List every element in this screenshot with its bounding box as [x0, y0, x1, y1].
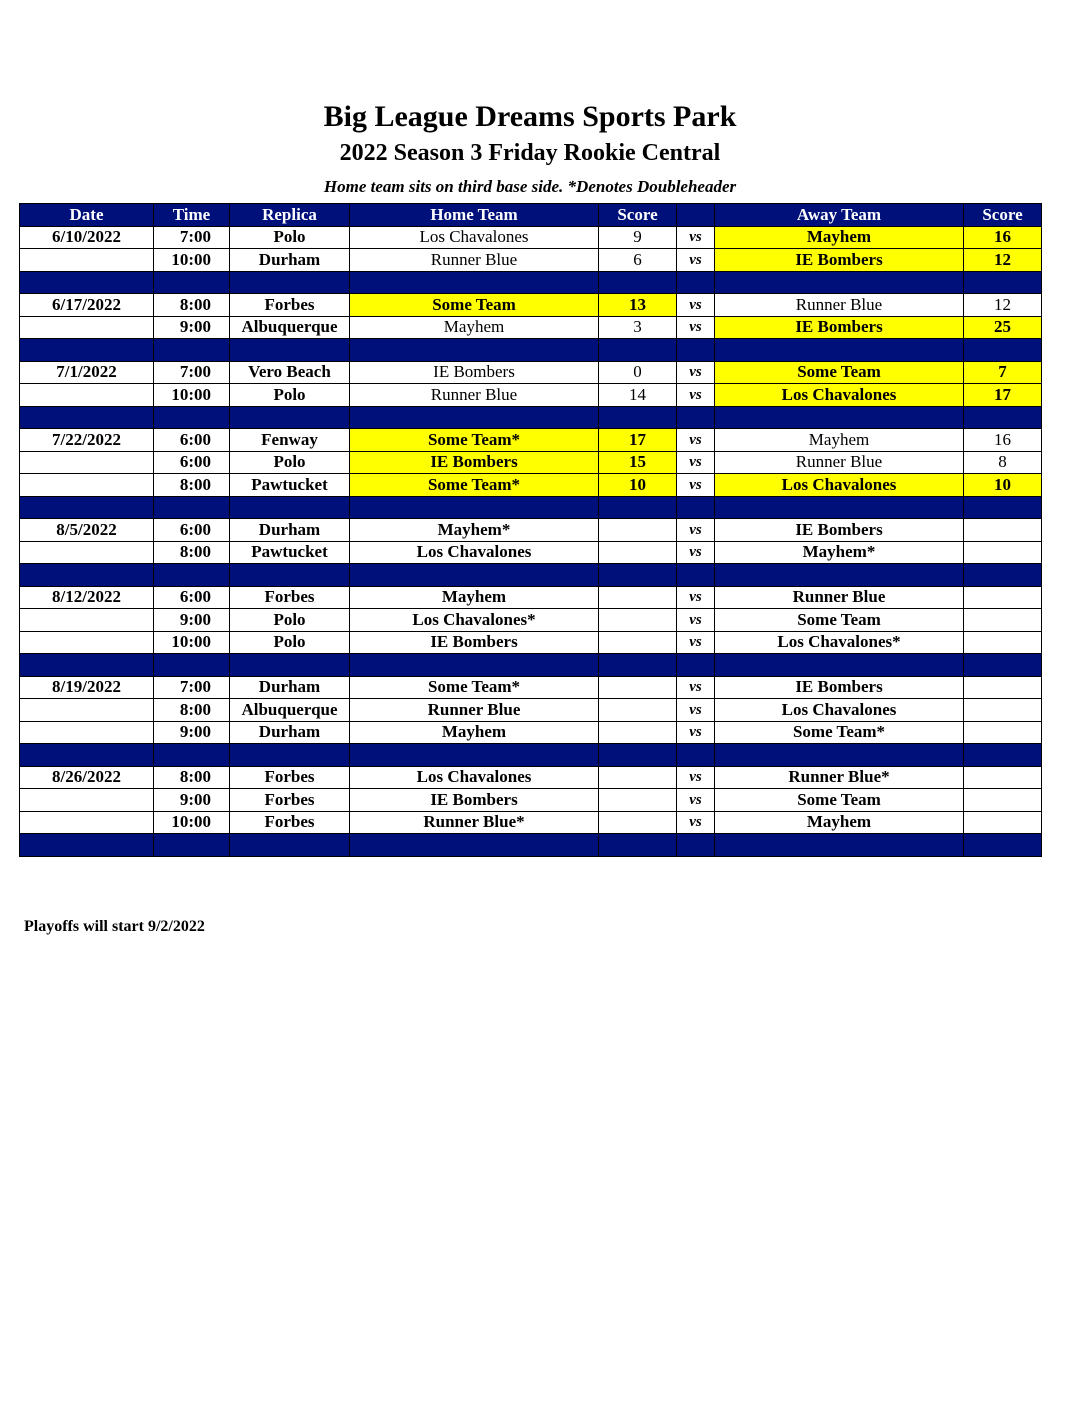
away-team-cell: Some Team: [715, 789, 964, 812]
home-score-cell: [599, 676, 677, 699]
time-cell: 9:00: [154, 316, 230, 339]
replica-cell: Forbes: [230, 811, 350, 834]
separator-cell: [599, 406, 677, 429]
table-row: [20, 249, 1042, 272]
separator-cell: [350, 654, 599, 677]
home-team-cell: Runner Blue*: [350, 811, 599, 834]
separator-cell: [20, 339, 154, 362]
separator-cell: [154, 271, 230, 294]
table-row: [20, 586, 1042, 609]
separator-row: [20, 271, 1042, 294]
time-cell: 8:00: [154, 474, 230, 497]
date-cell: [20, 541, 154, 564]
separator-cell: [599, 496, 677, 519]
time-cell: 9:00: [154, 609, 230, 632]
home-team-cell: Some Team*: [350, 676, 599, 699]
vs-cell: vs: [677, 766, 715, 789]
away-team-cell: IE Bombers: [715, 316, 964, 339]
table-row: [20, 699, 1042, 722]
away-score-cell: [964, 811, 1042, 834]
separator-cell: [677, 271, 715, 294]
away-score-cell: [964, 586, 1042, 609]
vs-cell: vs: [677, 609, 715, 632]
separator-cell: [677, 744, 715, 767]
date-cell: 7/22/2022: [20, 429, 154, 452]
footer-note: Playoffs will start 9/2/2022: [24, 918, 205, 935]
separator-cell: [599, 564, 677, 587]
separator-cell: [154, 744, 230, 767]
replica-cell: Forbes: [230, 766, 350, 789]
separator-cell: [715, 406, 964, 429]
replica-cell: Pawtucket: [230, 474, 350, 497]
col-header-time: Time: [154, 204, 230, 227]
date-cell: [20, 384, 154, 407]
time-cell: 7:00: [154, 361, 230, 384]
separator-cell: [677, 564, 715, 587]
date-cell: [20, 451, 154, 474]
away-score-cell: 25: [964, 316, 1042, 339]
away-team-cell: Some Team: [715, 609, 964, 632]
home-score-cell: 13: [599, 294, 677, 317]
separator-cell: [677, 654, 715, 677]
separator-cell: [20, 496, 154, 519]
table-row: [20, 721, 1042, 744]
page-note: Home team sits on third base side. *Denotes Doubleheader: [323, 177, 737, 196]
col-header-date: Date: [20, 204, 154, 227]
home-team-cell: Los Chavalones: [350, 541, 599, 564]
replica-cell: Polo: [230, 451, 350, 474]
replica-cell: Polo: [230, 631, 350, 654]
away-team-cell: IE Bombers: [715, 249, 964, 272]
replica-cell: Durham: [230, 519, 350, 542]
vs-cell: vs: [677, 811, 715, 834]
vs-cell: vs: [677, 249, 715, 272]
home-score-cell: [599, 789, 677, 812]
replica-cell: Fenway: [230, 429, 350, 452]
separator-cell: [230, 564, 350, 587]
time-cell: 7:00: [154, 676, 230, 699]
separator-cell: [230, 834, 350, 857]
separator-cell: [599, 744, 677, 767]
separator-cell: [20, 271, 154, 294]
vs-cell: vs: [677, 541, 715, 564]
vs-cell: vs: [677, 519, 715, 542]
separator-row: [20, 654, 1042, 677]
separator-cell: [677, 406, 715, 429]
replica-cell: Polo: [230, 609, 350, 632]
vs-cell: vs: [677, 586, 715, 609]
time-cell: 6:00: [154, 586, 230, 609]
separator-cell: [715, 496, 964, 519]
separator-cell: [715, 564, 964, 587]
page-subtitle: 2022 Season 3 Friday Rookie Central: [339, 140, 721, 166]
time-cell: 10:00: [154, 631, 230, 654]
table-row: [20, 766, 1042, 789]
away-score-cell: [964, 519, 1042, 542]
separator-row: [20, 339, 1042, 362]
away-score-cell: 8: [964, 451, 1042, 474]
away-score-cell: [964, 609, 1042, 632]
separator-row: [20, 744, 1042, 767]
separator-cell: [20, 406, 154, 429]
vs-cell: vs: [677, 294, 715, 317]
home-team-cell: Some Team*: [350, 474, 599, 497]
separator-cell: [964, 406, 1042, 429]
replica-cell: Polo: [230, 384, 350, 407]
separator-cell: [230, 339, 350, 362]
time-cell: 6:00: [154, 451, 230, 474]
time-cell: 8:00: [154, 699, 230, 722]
separator-row: [20, 406, 1042, 429]
separator-cell: [154, 564, 230, 587]
replica-cell: Albuquerque: [230, 699, 350, 722]
home-score-cell: 14: [599, 384, 677, 407]
vs-cell: vs: [677, 226, 715, 249]
time-cell: 10:00: [154, 249, 230, 272]
separator-cell: [599, 271, 677, 294]
table-row: [20, 294, 1042, 317]
vs-cell: vs: [677, 316, 715, 339]
date-cell: 6/10/2022: [20, 226, 154, 249]
separator-row: [20, 496, 1042, 519]
home-score-cell: [599, 811, 677, 834]
home-score-cell: [599, 699, 677, 722]
away-team-cell: Runner Blue: [715, 451, 964, 474]
separator-cell: [715, 744, 964, 767]
replica-cell: Albuquerque: [230, 316, 350, 339]
vs-cell: vs: [677, 676, 715, 699]
table-row: [20, 519, 1042, 542]
separator-cell: [20, 564, 154, 587]
separator-cell: [20, 654, 154, 677]
home-team-cell: Runner Blue: [350, 249, 599, 272]
date-cell: [20, 609, 154, 632]
table-row: [20, 451, 1042, 474]
separator-cell: [715, 834, 964, 857]
separator-cell: [154, 406, 230, 429]
home-score-cell: [599, 586, 677, 609]
col-header-home-score: Score: [599, 204, 677, 227]
table-row: [20, 811, 1042, 834]
home-score-cell: 10: [599, 474, 677, 497]
home-score-cell: [599, 541, 677, 564]
away-team-cell: Mayhem: [715, 811, 964, 834]
separator-cell: [350, 406, 599, 429]
away-team-cell: IE Bombers: [715, 519, 964, 542]
table-row: [20, 226, 1042, 249]
page-title: Big League Dreams Sports Park: [323, 100, 737, 133]
separator-cell: [964, 271, 1042, 294]
vs-cell: vs: [677, 631, 715, 654]
away-team-cell: IE Bombers: [715, 676, 964, 699]
home-score-cell: 17: [599, 429, 677, 452]
home-team-cell: Runner Blue: [350, 384, 599, 407]
time-cell: 8:00: [154, 766, 230, 789]
table-row: [20, 361, 1042, 384]
away-team-cell: Some Team: [715, 361, 964, 384]
away-score-cell: 10: [964, 474, 1042, 497]
time-cell: 7:00: [154, 226, 230, 249]
separator-cell: [350, 496, 599, 519]
home-team-cell: IE Bombers: [350, 361, 599, 384]
separator-cell: [350, 834, 599, 857]
time-cell: 6:00: [154, 519, 230, 542]
date-cell: 6/17/2022: [20, 294, 154, 317]
date-cell: [20, 789, 154, 812]
home-score-cell: 9: [599, 226, 677, 249]
date-cell: 8/12/2022: [20, 586, 154, 609]
separator-cell: [230, 271, 350, 294]
home-team-cell: Mayhem: [350, 586, 599, 609]
home-score-cell: 6: [599, 249, 677, 272]
separator-cell: [230, 744, 350, 767]
separator-cell: [154, 654, 230, 677]
away-team-cell: Los Chavalones: [715, 474, 964, 497]
home-score-cell: [599, 721, 677, 744]
replica-cell: Polo: [230, 226, 350, 249]
separator-cell: [964, 654, 1042, 677]
separator-cell: [350, 744, 599, 767]
away-score-cell: [964, 721, 1042, 744]
date-cell: 8/19/2022: [20, 676, 154, 699]
replica-cell: Durham: [230, 721, 350, 744]
date-cell: [20, 631, 154, 654]
separator-cell: [154, 834, 230, 857]
separator-cell: [20, 834, 154, 857]
col-header-home-team: Home Team: [350, 204, 599, 227]
away-score-cell: [964, 766, 1042, 789]
home-team-cell: Some Team: [350, 294, 599, 317]
home-team-cell: Runner Blue: [350, 699, 599, 722]
separator-cell: [230, 406, 350, 429]
replica-cell: Vero Beach: [230, 361, 350, 384]
home-score-cell: [599, 609, 677, 632]
date-cell: 8/26/2022: [20, 766, 154, 789]
vs-cell: vs: [677, 361, 715, 384]
separator-cell: [677, 339, 715, 362]
away-score-cell: [964, 631, 1042, 654]
home-score-cell: 15: [599, 451, 677, 474]
time-cell: 9:00: [154, 789, 230, 812]
time-cell: 9:00: [154, 721, 230, 744]
date-cell: [20, 699, 154, 722]
away-score-cell: 16: [964, 429, 1042, 452]
away-score-cell: [964, 541, 1042, 564]
away-team-cell: Los Chavalones*: [715, 631, 964, 654]
separator-cell: [230, 496, 350, 519]
separator-cell: [230, 654, 350, 677]
away-team-cell: Mayhem: [715, 226, 964, 249]
away-score-cell: [964, 676, 1042, 699]
away-team-cell: Runner Blue*: [715, 766, 964, 789]
table-row: [20, 316, 1042, 339]
schedule-table: [19, 203, 1042, 857]
vs-cell: vs: [677, 451, 715, 474]
away-team-cell: Mayhem: [715, 429, 964, 452]
time-cell: 6:00: [154, 429, 230, 452]
home-team-cell: Mayhem: [350, 721, 599, 744]
separator-cell: [154, 496, 230, 519]
date-cell: [20, 811, 154, 834]
time-cell: 10:00: [154, 384, 230, 407]
separator-cell: [964, 834, 1042, 857]
home-team-cell: IE Bombers: [350, 451, 599, 474]
home-score-cell: 0: [599, 361, 677, 384]
separator-cell: [964, 564, 1042, 587]
table-row: [20, 474, 1042, 497]
vs-cell: vs: [677, 721, 715, 744]
separator-cell: [599, 339, 677, 362]
date-cell: 7/1/2022: [20, 361, 154, 384]
table-row: [20, 676, 1042, 699]
replica-cell: Durham: [230, 249, 350, 272]
home-team-cell: IE Bombers: [350, 631, 599, 654]
separator-row: [20, 564, 1042, 587]
date-cell: [20, 316, 154, 339]
home-team-cell: Mayhem: [350, 316, 599, 339]
separator-cell: [964, 744, 1042, 767]
away-team-cell: Some Team*: [715, 721, 964, 744]
away-score-cell: [964, 699, 1042, 722]
col-header-vs: [677, 204, 715, 227]
separator-cell: [677, 834, 715, 857]
separator-cell: [20, 744, 154, 767]
separator-cell: [715, 339, 964, 362]
col-header-away-team: Away Team: [715, 204, 964, 227]
separator-cell: [964, 339, 1042, 362]
away-team-cell: Mayhem*: [715, 541, 964, 564]
table-row: [20, 429, 1042, 452]
date-cell: 8/5/2022: [20, 519, 154, 542]
replica-cell: Forbes: [230, 294, 350, 317]
separator-row: [20, 834, 1042, 857]
vs-cell: vs: [677, 384, 715, 407]
date-cell: [20, 474, 154, 497]
separator-cell: [599, 654, 677, 677]
home-team-cell: Los Chavalones: [350, 766, 599, 789]
date-cell: [20, 249, 154, 272]
away-score-cell: 7: [964, 361, 1042, 384]
table-row: [20, 631, 1042, 654]
table-row: [20, 384, 1042, 407]
home-score-cell: [599, 631, 677, 654]
vs-cell: vs: [677, 789, 715, 812]
home-team-cell: Mayhem*: [350, 519, 599, 542]
separator-cell: [154, 339, 230, 362]
header-row: [20, 204, 1042, 227]
away-score-cell: 16: [964, 226, 1042, 249]
away-team-cell: Runner Blue: [715, 294, 964, 317]
time-cell: 8:00: [154, 294, 230, 317]
col-header-away-score: Score: [964, 204, 1042, 227]
vs-cell: vs: [677, 429, 715, 452]
away-score-cell: 12: [964, 294, 1042, 317]
separator-cell: [715, 271, 964, 294]
vs-cell: vs: [677, 699, 715, 722]
home-score-cell: [599, 519, 677, 542]
away-score-cell: 12: [964, 249, 1042, 272]
time-cell: 10:00: [154, 811, 230, 834]
table-row: [20, 609, 1042, 632]
table-row: [20, 541, 1042, 564]
away-team-cell: Runner Blue: [715, 586, 964, 609]
replica-cell: Pawtucket: [230, 541, 350, 564]
separator-cell: [677, 496, 715, 519]
away-team-cell: Los Chavalones: [715, 699, 964, 722]
away-score-cell: [964, 789, 1042, 812]
separator-cell: [715, 654, 964, 677]
home-team-cell: Los Chavalones: [350, 226, 599, 249]
home-team-cell: IE Bombers: [350, 789, 599, 812]
home-score-cell: [599, 766, 677, 789]
replica-cell: Forbes: [230, 789, 350, 812]
separator-cell: [599, 834, 677, 857]
away-score-cell: 17: [964, 384, 1042, 407]
time-cell: 8:00: [154, 541, 230, 564]
separator-cell: [964, 496, 1042, 519]
date-cell: [20, 721, 154, 744]
home-team-cell: Some Team*: [350, 429, 599, 452]
home-score-cell: 3: [599, 316, 677, 339]
separator-cell: [350, 339, 599, 362]
replica-cell: Forbes: [230, 586, 350, 609]
replica-cell: Durham: [230, 676, 350, 699]
table-row: [20, 789, 1042, 812]
separator-cell: [350, 271, 599, 294]
vs-cell: vs: [677, 474, 715, 497]
col-header-replica: Replica: [230, 204, 350, 227]
away-team-cell: Los Chavalones: [715, 384, 964, 407]
separator-cell: [350, 564, 599, 587]
home-team-cell: Los Chavalones*: [350, 609, 599, 632]
